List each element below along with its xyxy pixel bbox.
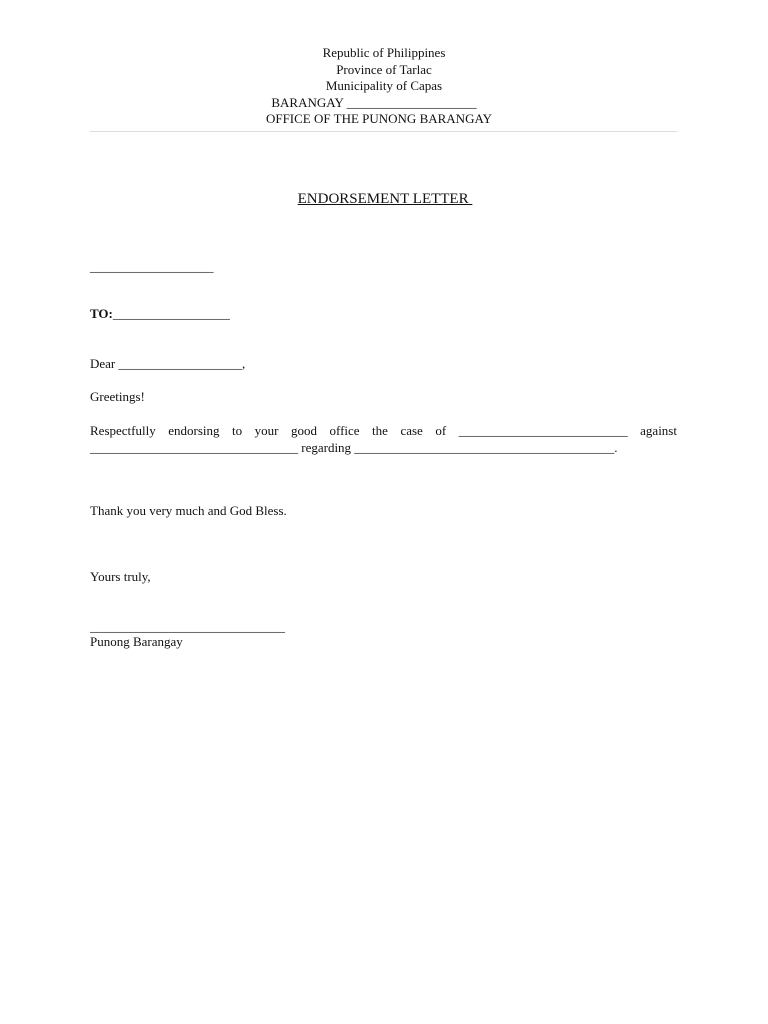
- body-word: Respectfully: [90, 423, 156, 438]
- recipient-blank: __________________: [112, 306, 230, 321]
- signatory-title: Punong Barangay: [90, 634, 183, 649]
- municipality-line: Municipality of Capas: [325, 78, 443, 93]
- document-title: ENDORSEMENT LETTER: [297, 191, 473, 207]
- body-line-1: [90, 422, 677, 439]
- office-line: OFFICE OF THE PUNONG BARANGAY: [265, 111, 493, 126]
- body-word: case: [400, 423, 423, 438]
- to-label: TO:: [90, 306, 113, 321]
- body-word: against: [640, 423, 677, 438]
- date-blank: ___________________: [90, 259, 214, 274]
- complainant-blank: __________________________: [458, 423, 628, 438]
- body-word: endorsing: [168, 423, 220, 438]
- republic-line: Republic of Philippines: [322, 45, 446, 60]
- closing: Yours truly,: [90, 569, 151, 584]
- body-paragraph: [90, 422, 677, 456]
- body-line-2: ________________________________ regarding ________________________________________.: [90, 440, 618, 455]
- body-word: good: [290, 423, 317, 438]
- province-line: Province of Tarlac: [336, 61, 432, 77]
- recipient-line: [90, 306, 230, 322]
- body-word: to: [232, 423, 243, 438]
- letterhead: [0, 45, 768, 128]
- thanks-line: Thank you very much and God Bless.: [90, 503, 287, 518]
- header-divider: [90, 131, 677, 132]
- signature-blank: ______________________________: [90, 619, 285, 634]
- greeting: Greetings!: [90, 389, 145, 404]
- barangay-line: BARANGAY ____________________: [271, 94, 477, 110]
- body-word: the: [372, 423, 388, 438]
- body-word: your: [254, 423, 279, 438]
- body-word: office: [329, 423, 360, 438]
- body-word: of: [435, 423, 447, 438]
- salutation: Dear ___________________,: [90, 356, 246, 371]
